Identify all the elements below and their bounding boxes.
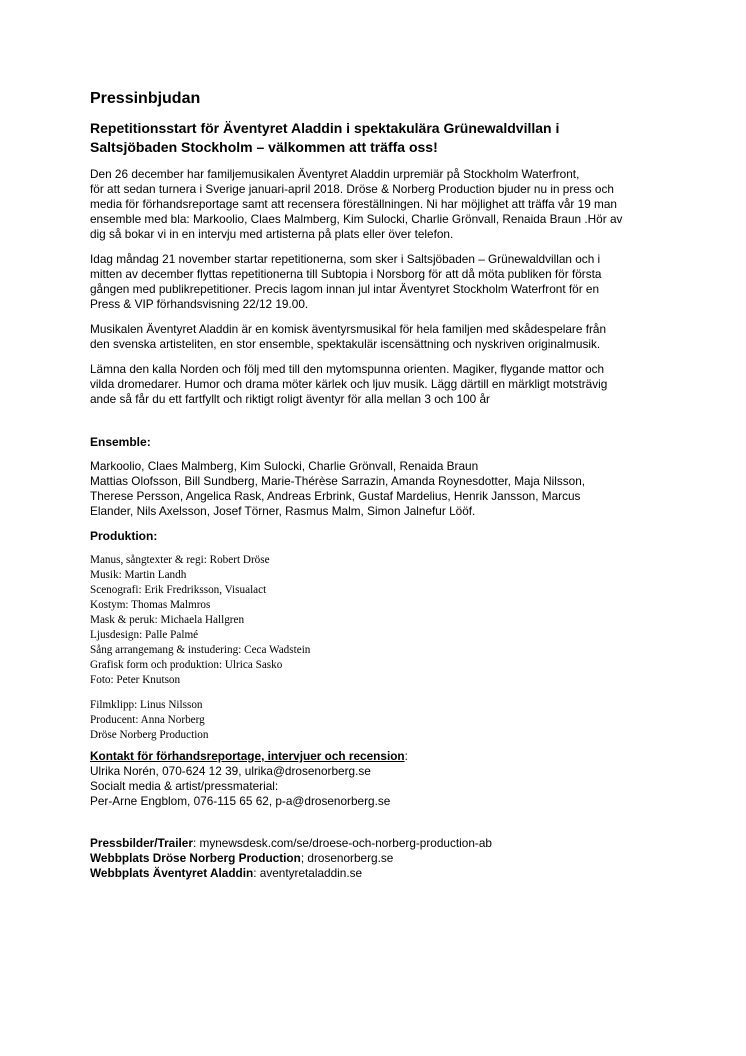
link-value[interactable]: : mynewsdesk.com/se/droese-och-norberg-production-ab bbox=[192, 836, 492, 850]
rehearsal-paragraph bbox=[90, 252, 660, 312]
production-credits bbox=[90, 553, 660, 688]
headline bbox=[90, 119, 660, 157]
paragraph-line: Press & VIP förhandsvisning 22/12 19.00. bbox=[90, 297, 309, 311]
credit-line: Sång arrangemang & instudering: Ceca Wadstein bbox=[90, 644, 311, 656]
paragraph-line: Idag måndag 21 november startar repetitionerna, som sker i Saltsjöbaden – Grünewaldvillan och i bbox=[90, 252, 601, 266]
paragraph-line: mitten av december flyttas repetitionerna till Subtopia i Norsborg för att då möta publiken för första bbox=[90, 267, 602, 281]
paragraph-line: ande så får du ett fartfyllt och riktigt roligt äventyr för alla mellan 3 och 100 år bbox=[90, 392, 490, 406]
contact-line: Ulrika Norén, 070-624 12 39, ulrika@drosenorberg.se bbox=[90, 764, 371, 778]
contact-line: Socialt media & artist/pressmaterial: bbox=[90, 779, 279, 793]
link-value[interactable]: ; drosenorberg.se bbox=[300, 851, 394, 865]
paragraph-line: ensemble med bla: Markoolio, Claes Malmberg, Kim Sulocki, Charlie Grönvall, Renaida Braun .Hör av bbox=[90, 212, 623, 226]
production-credits-2 bbox=[90, 698, 660, 743]
contact-heading: Kontakt för förhandsreportage, intervjuer och recension bbox=[90, 749, 405, 763]
contact-section bbox=[90, 749, 660, 809]
link-label: Pressbilder/Trailer bbox=[90, 836, 193, 850]
contact-heading-colon: : bbox=[404, 749, 408, 763]
ensemble-list bbox=[90, 459, 660, 519]
paragraph-line: gången med publikrepetitioner. Precis lagom innan jul intar Äventyret Stockholm Waterfront för en bbox=[90, 282, 600, 296]
ensemble-line: Elander, Nils Axelsson, Josef Törner, Rasmus Malm, Simon Jalnefur Lööf. bbox=[90, 504, 476, 518]
document-content bbox=[90, 90, 660, 881]
credit-line: Grafisk form och produktion: Ulrica Sasko bbox=[90, 659, 283, 671]
headline-line: Saltsjöbaden Stockholm – välkommen att träffa oss! bbox=[90, 139, 438, 155]
credit-line: Musik: Martin Landh bbox=[90, 569, 187, 581]
contact-heading-line bbox=[90, 749, 660, 764]
credit-line: Kostym: Thomas Malmros bbox=[90, 599, 211, 611]
link-line bbox=[90, 836, 660, 851]
links-section bbox=[90, 836, 660, 881]
credit-line: Dröse Norberg Production bbox=[90, 729, 209, 741]
paragraph-line: media för förhandsreportage samt att recensera föreställningen. Ni har möjlighet att träffa vår 19 man bbox=[90, 197, 617, 211]
link-label: Webbplats Äventyret Aladdin bbox=[90, 866, 254, 880]
credit-line: Ljusdesign: Palle Palmé bbox=[90, 629, 199, 641]
page-title: Pressinbjudan bbox=[90, 90, 201, 107]
contact-line: Per-Arne Engblom, 076-115 65 62, p-a@drosenorberg.se bbox=[90, 794, 391, 808]
paragraph-line: Den 26 december har familjemusikalen Äventyret Aladdin urpremiär på Stockholm Waterfront, bbox=[90, 167, 580, 181]
production-heading: Produktion: bbox=[90, 529, 158, 543]
ensemble-line: Therese Persson, Angelica Rask, Andreas Erbrink, Gustaf Mardelius, Henrik Jansson, Marcus bbox=[90, 489, 581, 503]
credit-line: Scenografi: Erik Fredriksson, Visualact bbox=[90, 584, 267, 596]
credit-line: Manus, sångtexter & regi: Robert Dröse bbox=[90, 554, 270, 566]
credit-line: Producent: Anna Norberg bbox=[90, 714, 205, 726]
paragraph-line: Lämna den kalla Norden och följ med till den mytomspunna orienten. Magiker, flygande mattor och bbox=[90, 362, 605, 376]
musical-paragraph bbox=[90, 322, 660, 352]
ensemble-line: Markoolio, Claes Malmberg, Kim Sulocki, Charlie Grönvall, Renaida Braun bbox=[90, 459, 479, 473]
intro-paragraph bbox=[90, 167, 660, 242]
link-value[interactable]: : aventyretaladdin.se bbox=[253, 866, 363, 880]
credit-line: Foto: Peter Knutson bbox=[90, 674, 181, 686]
link-line bbox=[90, 851, 660, 866]
paragraph-line: Musikalen Äventyret Aladdin är en komisk äventyrsmusikal för hela familjen med skådespelare från bbox=[90, 322, 607, 336]
credit-line: Mask & peruk: Michaela Hallgren bbox=[90, 614, 245, 626]
headline-line: Repetitionsstart för Äventyret Aladdin i spektakulära Grünewaldvillan i bbox=[90, 120, 560, 136]
story-paragraph bbox=[90, 362, 660, 407]
paragraph-line: den svenska artisteliten, en stor ensemble, spektakulär iscensättning och nyskriven originalmusik. bbox=[90, 337, 601, 351]
link-label: Webbplats Dröse Norberg Production bbox=[90, 851, 301, 865]
ensemble-line: Mattias Olofsson, Bill Sundberg, Marie-Thérèse Sarrazin, Amanda Roynesdotter, Maja Nilsson, bbox=[90, 474, 586, 488]
ensemble-heading: Ensemble: bbox=[90, 435, 151, 449]
paragraph-line: dig så bokar vi in en intervju med artisterna på plats eller över telefon. bbox=[90, 227, 454, 241]
paragraph-line: vilda dromedarer. Humor och drama möter kärlek och ljuv musik. Lägg därtill en märkligt motsträvig bbox=[90, 377, 608, 391]
paragraph-line: för att sedan turnera i Sverige januari-april 2018. Dröse & Norberg Production bjuder nu in press och bbox=[90, 182, 614, 196]
credit-line: Filmklipp: Linus Nilsson bbox=[90, 699, 203, 711]
link-line bbox=[90, 866, 660, 881]
